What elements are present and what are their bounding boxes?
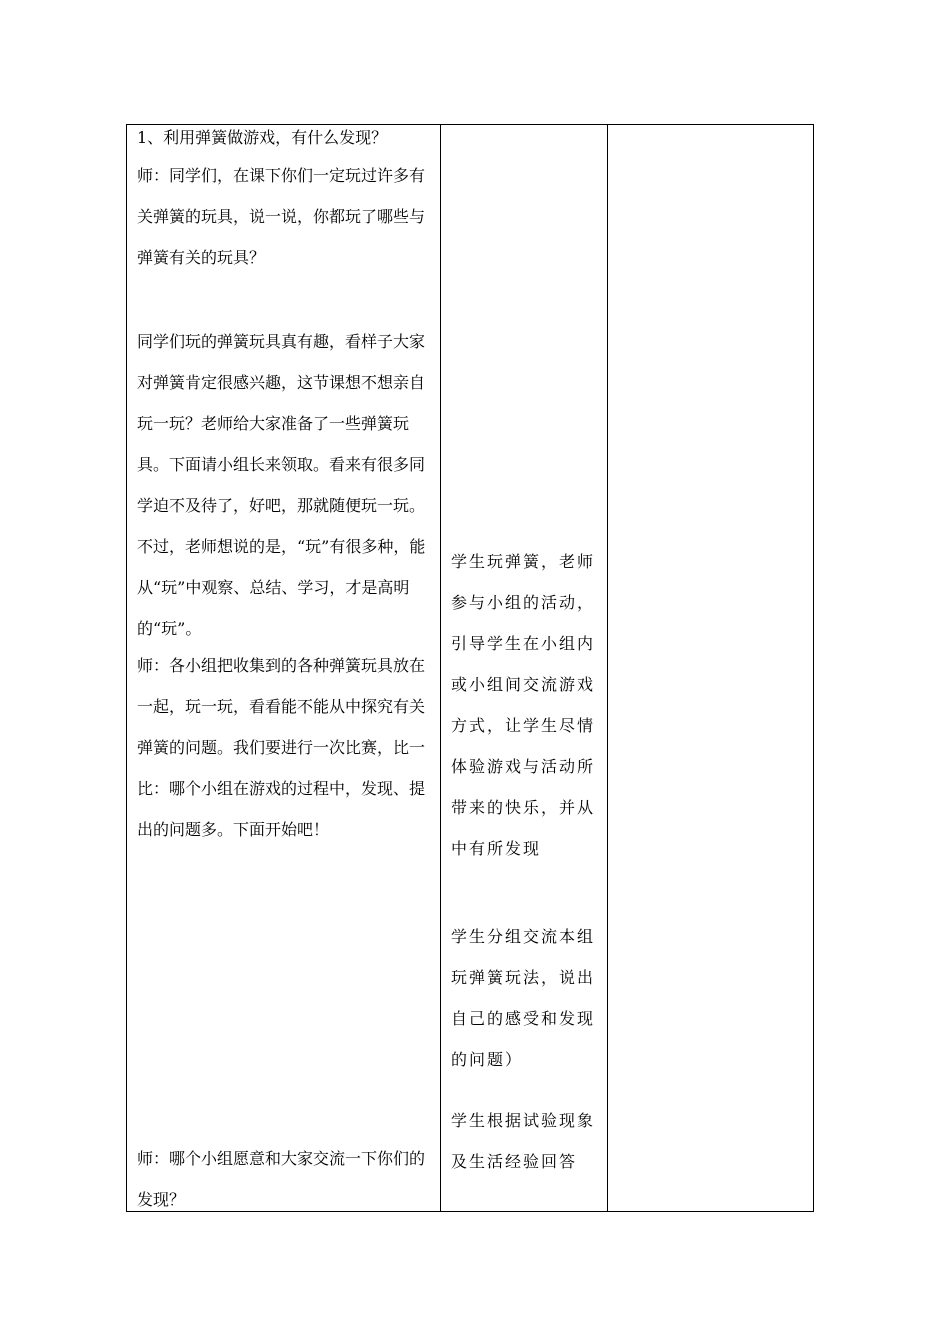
teacher-question-1: 师：同学们，在课下你们一定玩过许多有关弹簧的玩具，说一说，你都玩了哪些与弹簧有关的玩具？ (137, 166, 426, 267)
activity-heading: 1、利用弹簧做游戏，有什么发现？ (137, 128, 388, 147)
lesson-table (126, 124, 814, 1212)
teacher-activity-column (127, 125, 441, 1211)
student-activity-2: 学生分组交流本组玩弹簧玩法，说出自己的感受和发现的问题） (451, 927, 596, 1069)
student-activity-1: 学生玩弹簧，老师参与小组的活动，引导学生在小组内或小组间交流游戏方式，让学生尽情体验游戏与活动所带来的快乐，并从中有所发现 (451, 552, 596, 858)
notes-column (608, 125, 813, 1211)
student-activity-column (441, 125, 608, 1211)
teacher-question-2: 师：哪个小组愿意和大家交流一下你们的发现？ (137, 1149, 426, 1209)
teacher-instruction-1: 同学们玩的弹簧玩具真有趣，看样子大家对弹簧肯定很感兴趣，这节课想不想亲自玩一玩？老师给大家准备了一些弹簧玩具。下面请小组长来领取。看来有很多同学迫不及待了，好吧，那就随便玩一玩。不过，老师想说的是，“玩”有很多种，能从“玩”中观察、总结、学习，才是高明的“玩”。 (137, 332, 426, 638)
student-activity-3: 学生根据试验现象及生活经验回答 (451, 1111, 596, 1171)
teacher-instruction-2: 师：各小组把收集到的各种弹簧玩具放在一起，玩一玩，看看能不能从中探究有关弹簧的问题。我们要进行一次比赛，比一比：哪个小组在游戏的过程中，发现、提出的问题多。下面开始吧！ (137, 656, 426, 839)
